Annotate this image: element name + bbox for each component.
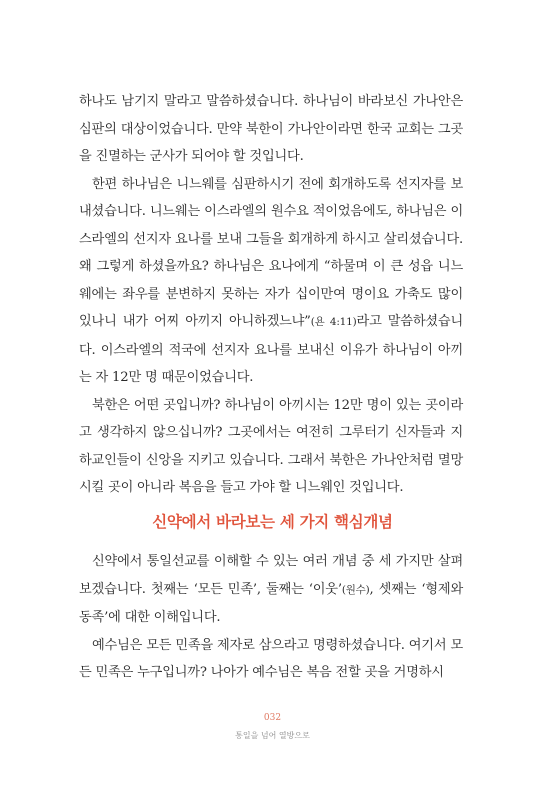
parenthetical-note: (원수) <box>341 583 370 596</box>
paragraph-nineveh-text: 한편 하나님은 니느웨를 심판하시기 전에 회개하도록 선지자를 보내셨습니다. 니느웨는 이스라엘의 원수요 적이었음에도, 하나님은 이스라엘의 선지자 요나를 보내 그들을 회개하게 하시고 살리셨습니다. 왜 그렇게 하셨을까요? 하나님은 요나에게 “하물며 이 큰 성읍 니느웨에는 좌우를 분변하지 못하는 자가 십이만여 명이요 가축도 많이 있나니 내가 어찌 아끼지 아니하겠느냐” <box>79 176 463 329</box>
paragraph-nineveh <box>79 171 463 392</box>
paragraph-three-concepts <box>79 548 463 632</box>
paragraph-nineveh-text-cont: 라고 말씀하셨습니다. 이스라엘의 적국에 선지자 요나를 보내신 이유가 하나님이 아끼는 자 12만 명 때문이었습니다. <box>79 314 463 385</box>
paragraph-all-nations: 예수님은 모든 민족을 제자로 삼으라고 명령하셨습니다. 여기서 모든 민족은 누구입니까? 나아가 예수님은 복음 전할 곳을 거명하시 <box>79 637 463 680</box>
paragraph-three-concepts-text: 신약에서 통일선교를 이해할 수 있는 여러 개념 중 세 가지만 살펴보겠습니다. 첫째는 ‘모든 민족’, 둘째는 ‘이웃’ <box>79 554 463 597</box>
section-heading: 신약에서 바라보는 세 가지 핵심개념 <box>152 513 393 531</box>
paragraph-north-korea: 북한은 어떤 곳입니까? 하나님이 아끼시는 12만 명이 있는 곳이라고 생각하지 않으십니까? 그곳에서는 여전히 그루터기 신자들과 지하교인들이 신앙을 지키고 있습니다. 그래서 북한은 가나안처럼 멸망시킬 곳이 아니라 복음을 들고 가야 할 니느웨인 것입니다. <box>79 397 463 495</box>
paragraph-canaan: 하나도 남기지 말라고 말씀하셨습니다. 하나님이 바라보신 가나안은 심판의 대상이었습니다. 만약 북한이 가나안이라면 한국 교회는 그곳을 진멸하는 군사가 되어야 할 것입니다. <box>79 94 463 164</box>
body-text-upper <box>79 88 463 502</box>
running-title: 통일을 넘어 열방으로 <box>235 731 310 740</box>
body-text-lower <box>79 548 463 687</box>
page-number: 032 <box>263 713 282 723</box>
scripture-reference: (욘 4:11) <box>310 316 357 328</box>
paragraph-three-concepts-text-cont: , 셋째는 ‘형제와 동족’에 대한 이해입니다. <box>79 581 463 625</box>
